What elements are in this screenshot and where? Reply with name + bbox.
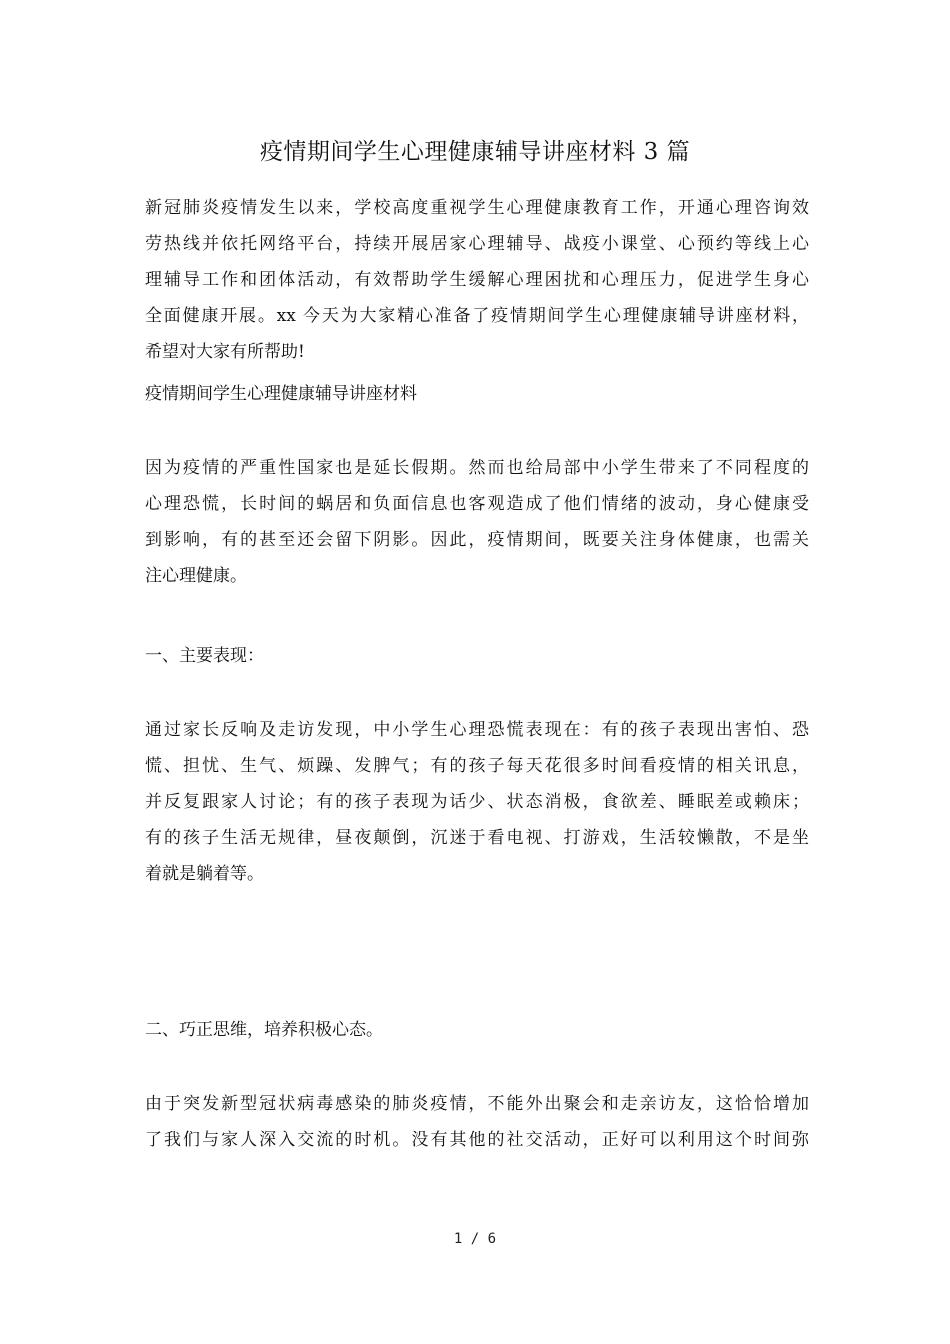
- text-line: 由于突发新型冠状病毒感染的肺炎疫情，不能外出聚会和走亲访友，这恰恰增加: [145, 1094, 809, 1114]
- heading-text: 二、巧正思维，培养积极心态。: [145, 1020, 383, 1040]
- text-line: 了我们与家人深入交流的时机。没有其他的社交活动，正好可以利用这个时间弥: [145, 1130, 809, 1150]
- page-indicator: 1 / 6: [453, 1231, 497, 1247]
- text-line: 通过家长反响及走访发现，中小学生心理恐慌表现在：有的孩子表现出害怕、恐: [145, 720, 809, 740]
- section-subtitle: [145, 376, 809, 412]
- text-line: 注心理健康。: [145, 566, 247, 586]
- text-line: 理辅导工作和团体活动，有效帮助学生缓解心理困扰和心理压力，促进学生身心: [145, 270, 809, 290]
- section-heading-1: [145, 638, 809, 674]
- text-line: 着就是躺着等。: [145, 864, 264, 884]
- text-line: 希望对大家有所帮助!: [145, 342, 305, 362]
- text-line: 全面健康开展。xx 今天为大家精心准备了疫情期间学生心理健康辅导讲座材料，: [145, 306, 809, 326]
- intro-paragraph: [145, 190, 809, 370]
- text-line: 有的孩子生活无规律，昼夜颠倒，沉迷于看电视、打游戏，生活较懒散，不是坐: [145, 828, 809, 848]
- text-line: 新冠肺炎疫情发生以来，学校高度重视学生心理健康教育工作，开通心理咨询效: [145, 198, 809, 218]
- text-line: 心理恐慌，长时间的蜗居和负面信息也客观造成了他们情绪的波动，身心健康受: [145, 494, 809, 514]
- text-line: 并反复跟家人讨论；有的孩子表现为话少、状态消极，食欲差、睡眠差或赖床；: [145, 792, 809, 812]
- heading-text: 一、主要表现：: [145, 646, 264, 666]
- text-line: 因为疫情的严重性国家也是延长假期。然而也给局部中小学生带来了不同程度的: [145, 458, 809, 478]
- subtitle-text: 疫情期间学生心理健康辅导讲座材料: [145, 384, 417, 404]
- body-paragraph-3: [145, 1086, 809, 1158]
- section-heading-2: [145, 1012, 809, 1048]
- body-paragraph-2: [145, 712, 809, 892]
- text-line: 慌、担忧、生气、烦躁、发脾气；有的孩子每天花很多时间看疫情的相关讯息，: [145, 756, 809, 776]
- document-title: 疫情期间学生心理健康辅导讲座材料 3 篇: [259, 139, 691, 165]
- text-line: 到影响，有的甚至还会留下阴影。因此，疫情期间，既要关注身体健康，也需关: [145, 530, 809, 550]
- body-paragraph-1: [145, 450, 809, 594]
- text-line: 劳热线并依托网络平台，持续开展居家心理辅导、战疫小课堂、心预约等线上心: [145, 234, 809, 254]
